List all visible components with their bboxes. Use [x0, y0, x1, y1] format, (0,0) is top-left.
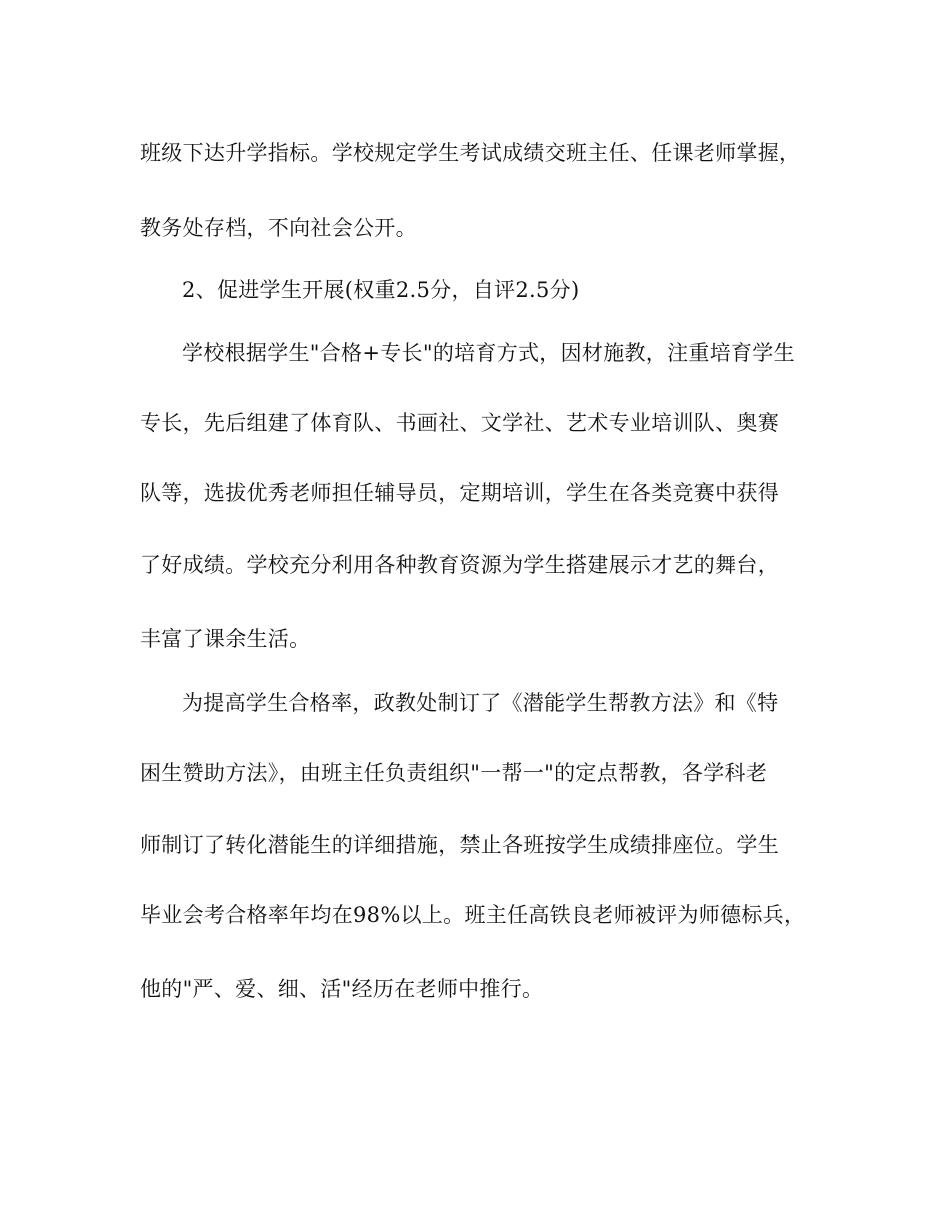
paragraph-line: 教务处存档，不向社会公开。 [140, 216, 417, 240]
paragraph-line: 了好成绩。学校充分利用各种教育资源为学生搭建展示才艺的舞台， [140, 553, 779, 577]
paragraph-line: 班级下达升学指标。学校规定学生考试成绩交班主任、任课老师掌握， [140, 141, 801, 165]
paragraph-line: 学校根据学生"合格+专长"的培育方式，因材施教，注重培育学生 [182, 341, 795, 365]
paragraph-line: 他的"严、爱、细、活"经历在老师中推行。 [140, 977, 544, 1001]
paragraph-line: 毕业会考合格率年均在98%以上。班主任高铁良老师被评为师德标兵， [140, 903, 806, 927]
paragraph-line: 为提高学生合格率，政教处制订了《潜能学生帮教方法》和《特 [182, 691, 779, 715]
section-heading: 2、促进学生开展(权重2.5分，自评2.5分) [182, 278, 580, 302]
paragraph-line: 队等，选拔优秀老师担任辅导员，定期培训，学生在各类竞赛中获得 [140, 481, 779, 505]
paragraph-line: 丰富了课余生活。 [140, 627, 311, 651]
paragraph-line: 专长，先后组建了体育队、书画社、文学社、艺术专业培训队、奥赛 [140, 411, 779, 435]
paragraph-line: 师制订了转化潜能生的详细措施，禁止各班按学生成绩排座位。学生 [140, 833, 779, 857]
paragraph-line: 困生赞助方法》，由班主任负责组织"一帮一"的定点帮教，各学科老 [140, 761, 768, 785]
